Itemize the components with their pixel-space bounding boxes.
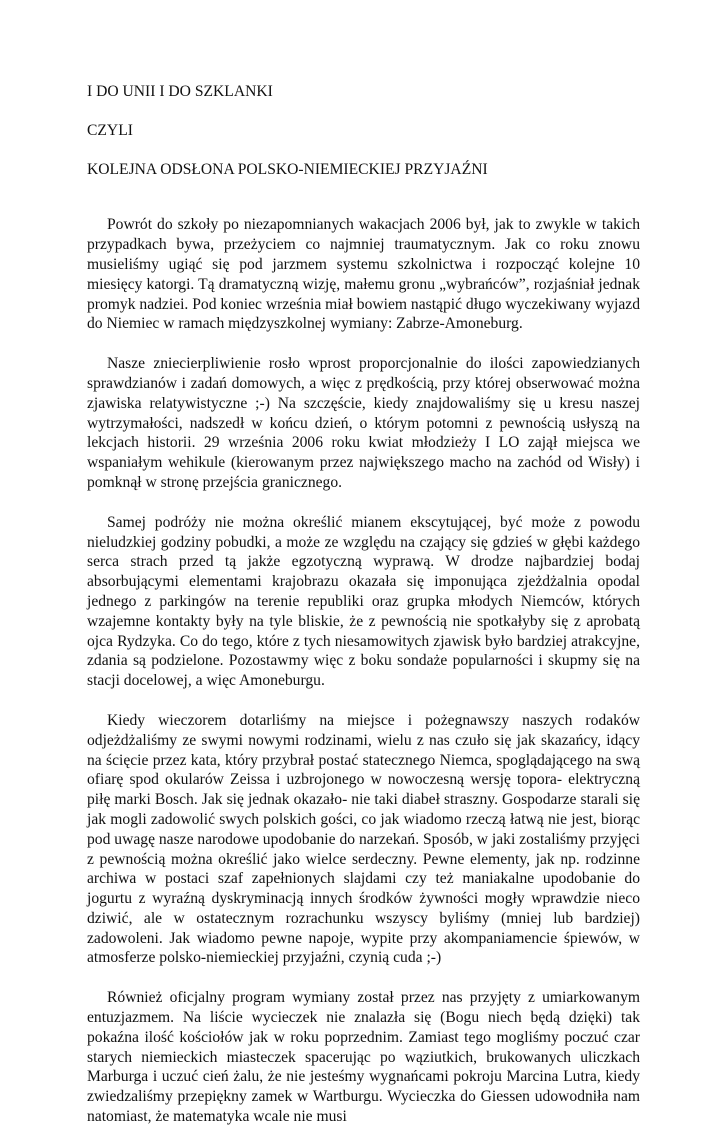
title-line-3: KOLEJNA ODSŁONA POLSKO-NIEMIECKIEJ PRZYJAŹNI [87,160,488,178]
paragraph-5: Również oficjalny program wymiany został przez nas przyjęty z umiarkowanym entuzjazmem. Na liście wycieczek nie znalazła się (Bogu niech będą dzięki) tak pokaźna ilość kościołów jak w roku poprzednim. Zamiast tego mogliśmy poczuć czar starych niemieckich miasteczek spacerując po wąziutkich, brukowanych uliczkach Marburga i uczuć cień żalu, że nie jesteśmy wygnańcami pokroju Marcina Lutra, kiedy zwiedzaliśmy przepiękny zamek w Wartburgu. Wycieczka do Giessen udowodniła nam natomiast, że matematyka wcale nie musi [87,989,640,1126]
document-body [87,82,640,1147]
title-line-2: CZYLI [87,121,133,139]
title-line-1: I DO UNII I DO SZKLANKI [87,83,273,100]
paragraph-4: Kiedy wieczorem dotarliśmy na miejsce i pożegnawszy naszych rodaków odjeżdżaliśmy ze swymi nowymi rodzinami, wielu z nas czuło się jak skazańcy, idący na ścięcie przez kata, który przybrał postać statecznego Niemca, spoglądającego na swą ofiarę spod okularów Zeissa i uzbrojonego w nowoczesną wersję topora- elektryczną piłę marki Bosch. Jak się jednak okazało- nie taki diabeł straszny. Gospodarze starali się jak mogli zadowolić swych polskich gości, co jak wiadomo rzeczą łatwą nie jest, biorąc pod uwagę nasze narodowe upodobanie do narzekań. Sposób, w jaki zostaliśmy przyjęci z pewnością można określić jako wielce serdeczny. Pewne elementy, jak np. rodzinne archiwa w postaci szaf zapełnionych slajdami czy też maniakalne upodobanie do jogurtu z wyraźną dyskryminacją innych środków żywności mogły wprawdzie nieco dziwić, ale w ostatecznym rozrachunku wszyscy byliśmy (mniej lub bardziej) zadowoleni. Jak wiadomo pewne napoje, wypite przy akompaniamencie śpiewów, w atmosferze polsko-niemieckiej przyjaźni, czynią cuda ;-) [87,711,640,967]
paragraph-2: Nasze zniecierpliwienie rosło wprost proporcjonalnie do ilości zapowiedzianych sprawdzianów i zadań domowych, a więc z prędkością, przy której obserwować można zjawiska relatywistyczne ;-) Na szczęście, kiedy znajdowaliśmy się u kresu naszej wytrzymałości, nadszedł w końcu dzień, o którym potomni z pewnością usłyszą na lekcjach historii. 29 września 2006 roku kwiat młodzieży I LO zajął miejsca we wspaniałym wehikule (kierowanym przez największego macho na zachód od Wisły) i pomknął w stronę przejścia granicznego. [87,355,640,491]
paragraph-3: Samej podróży nie można określić mianem ekscytującej, być może z powodu nieludzkiej godziny pobudki, a może ze względu na czający się gdzieś w głębi każdego serca strach przed tą jakże egzotyczną wyprawą. W drodze najbardziej bodaj absorbującymi elementami krajobrazu okazała się imponująca zjeżdżalnia opodal jednego z parkingów na terenie republiki oraz grupka młodych Niemców, których wzajemne kontakty były na tyle bliskie, że z pewnością nie spotkałyby się z aprobatą ojca Rydzyka. Co do tego, które z tych niesamowitych zjawisk było bardziej atrakcyjne, zdania są podzielone. Pozostawmy więc z boku sondaże popularności i skupmy się na stacji docelowej, a więc Amoneburgu. [87,513,640,690]
paragraph-1: Powrót do szkoły po niezapomnianych wakacjach 2006 był, jak to zwykle w takich przypadkach bywa, przeżyciem co najmniej traumatycznym. Jak co roku znowu musieliśmy ugiąć się pod jarzmem systemu szkolnictwa i rozpocząć kolejne 10 miesięcy katorgi. Tą dramatyczną wizję, małemu gronu „wybrańców”, rozjaśniał jednak promyk nadziei. Pod koniec września miał bowiem nastąpić długo wyczekiwany wyjazd do Niemiec w ramach międzyszkolnej wymiany: Zabrze-Amoneburg. [87,216,640,333]
